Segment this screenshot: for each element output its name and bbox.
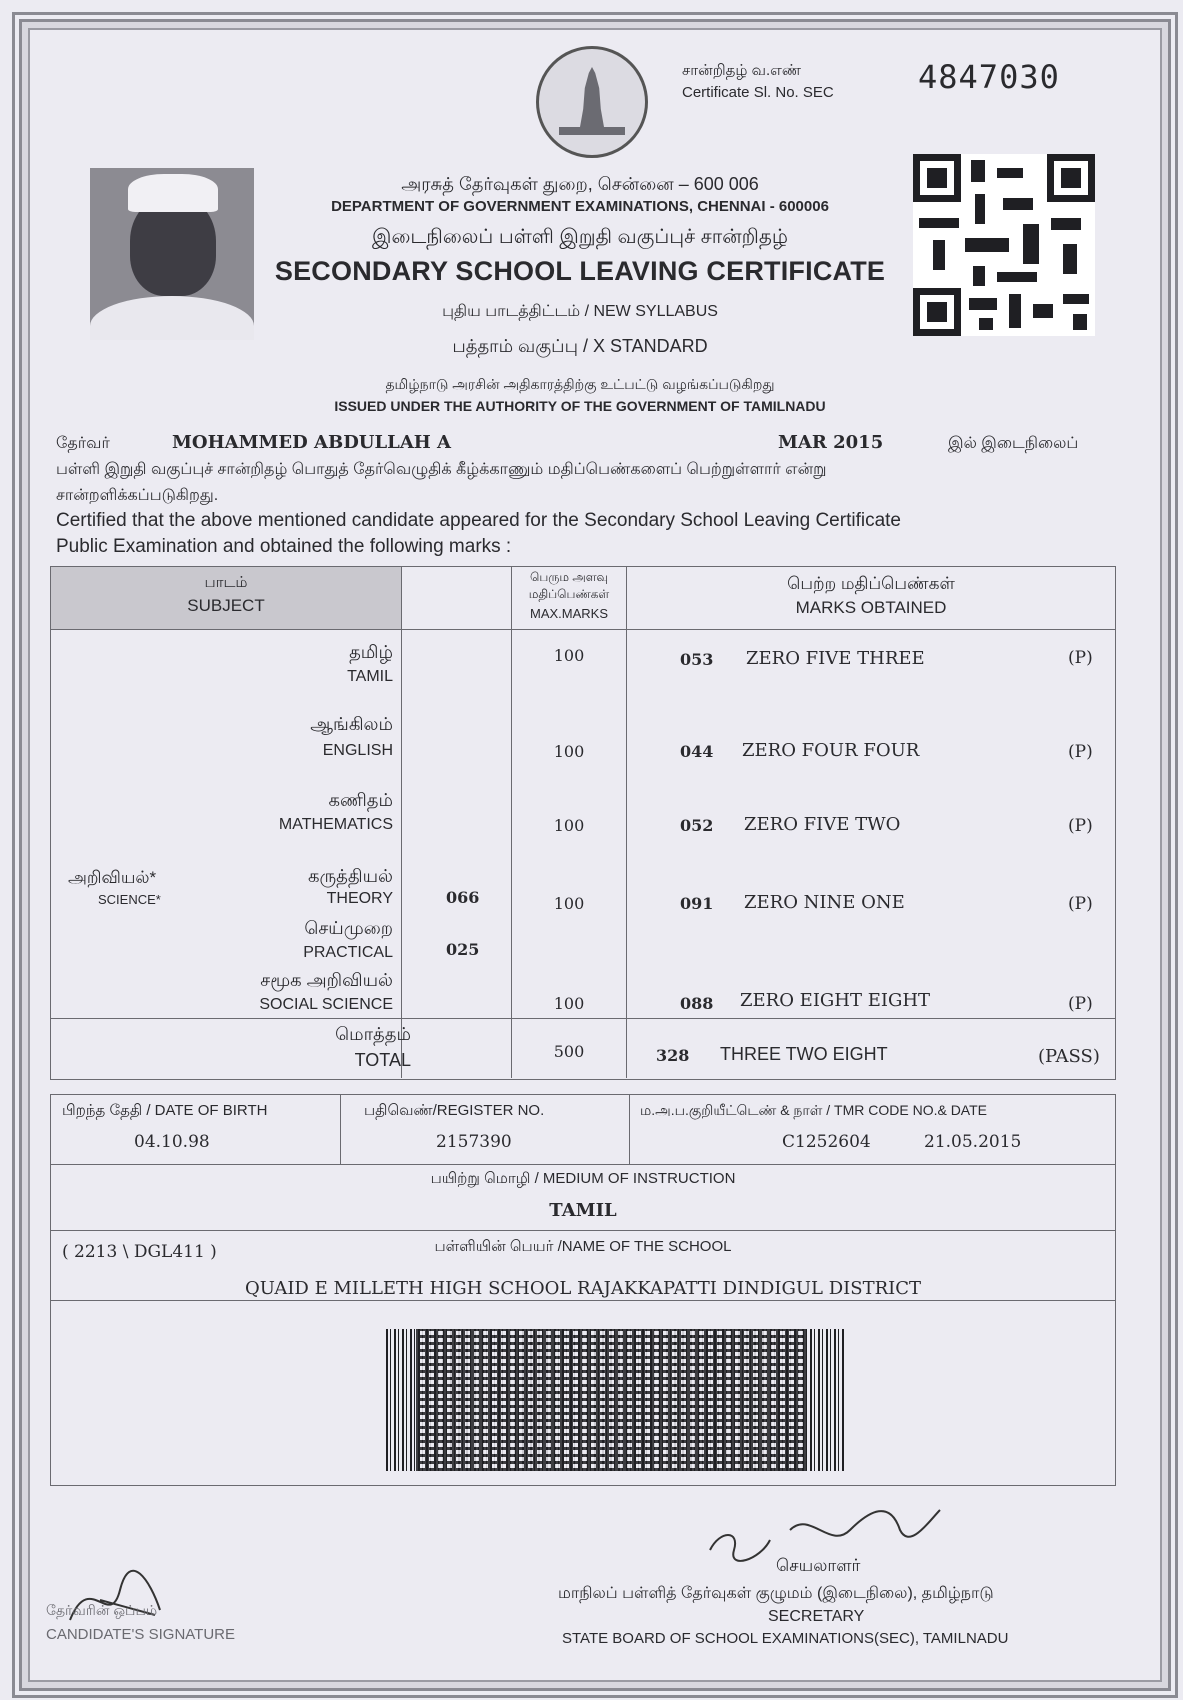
certify-suffix-ta: இல் இடைநிலைப் — [948, 435, 1079, 452]
candidate-signature-ta: தேர்வரின் ஒப்பம் — [46, 1602, 158, 1618]
dept-en: DEPARTMENT OF GOVERNMENT EXAMINATIONS, CHENNAI - 600006 — [331, 198, 829, 215]
cert-sl-label-en: Certificate Sl. No. SEC — [682, 84, 834, 101]
score: 053 — [680, 650, 714, 669]
result: (P) — [1068, 648, 1093, 668]
secretary-ta: செயலாளர் — [776, 1556, 861, 1575]
subject-ta: ஆங்கிலம் — [310, 714, 393, 734]
score: 052 — [680, 816, 714, 835]
tmr-code: C1252604 — [782, 1132, 871, 1152]
subject-ta: தமிழ் — [349, 642, 393, 662]
score-words: ZERO FIVE TWO — [744, 814, 901, 835]
max-header-ta2: மதிப்பெண்கள் — [528, 587, 610, 601]
syllabus: புதிய பாடத்திட்டம் / NEW SYLLABUS — [442, 303, 718, 320]
cert-sl-label-ta: சான்றிதழ் வ.எண் — [682, 62, 801, 79]
dept-ta: அரசுத் தேர்வுகள் துறை, சென்னை – 600 006 — [401, 174, 759, 194]
score-words: ZERO FOUR FOUR — [742, 740, 920, 761]
subject-en: ENGLISH — [322, 742, 393, 759]
subject-en: TAMIL — [347, 668, 393, 685]
certify-line2-ta: பள்ளி இறுதி வகுப்புச் சான்றிதழ் பொதுத் தேர்வெழுதிக் கீழ்க்காணும் மதிப்பெண்களைப் பெற்றுள்ளார் என்று — [56, 461, 827, 478]
max-header-ta1: பெரும அளவு — [529, 570, 609, 584]
certify-prefix-ta: தேர்வர் — [56, 435, 110, 452]
school-label: பள்ளியின் பெயர் /NAME OF THE SCHOOL — [434, 1238, 732, 1255]
max-mark: 100 — [553, 646, 585, 665]
candidate-signature-en: CANDIDATE'S SIGNATURE — [46, 1626, 235, 1643]
max-header-en: MAX.MARKS — [529, 606, 608, 621]
max-mark: 100 — [553, 994, 585, 1013]
max-mark: 100 — [553, 894, 585, 913]
result: (P) — [1068, 994, 1093, 1014]
obtained-header-en: MARKS OBTAINED — [795, 598, 947, 617]
certify-line-en-2: Public Examination and obtained the following marks : — [56, 536, 512, 557]
authority-en: ISSUED UNDER THE AUTHORITY OF THE GOVERNMENT OF TAMILNADU — [334, 398, 826, 414]
standard: பத்தாம் வகுப்பு / X STANDARD — [452, 336, 708, 356]
science-ta: அறிவியல்* — [68, 868, 157, 887]
dob-label: பிறந்த தேதி / DATE OF BIRTH — [62, 1102, 268, 1119]
cert-sl-number: 4847030 — [918, 58, 1060, 96]
score: 088 — [680, 994, 714, 1013]
tmr-date: 21.05.2015 — [924, 1132, 1022, 1152]
register-label: பதிவெண்/REGISTER NO. — [364, 1102, 545, 1119]
sub-mark: 066 — [446, 888, 480, 907]
score: 044 — [680, 742, 714, 761]
subject-en: SOCIAL SCIENCE — [259, 996, 393, 1013]
medium-of-instruction: TAMIL — [549, 1200, 617, 1221]
subject-header-en: SUBJECT — [187, 596, 265, 615]
school-code: ( 2213 \ DGL411 ) — [62, 1242, 217, 1262]
total-score: 328 — [656, 1046, 690, 1065]
authority-ta: தமிழ்நாடு அரசின் அதிகாரத்திற்கு உட்பட்டு வழங்கப்படுகிறது — [385, 376, 775, 392]
total-en: TOTAL — [354, 1050, 411, 1070]
score: 091 — [680, 894, 714, 913]
exam-session: MAR 2015 — [778, 432, 884, 453]
school-name: QUAID E MILLETH HIGH SCHOOL RAJAKKAPATTI DINDIGUL DISTRICT — [244, 1278, 922, 1299]
candidate-name: MOHAMMED ABDULLAH A — [172, 432, 452, 453]
subject-en: MATHEMATICS — [278, 816, 393, 833]
board-ta: மாநிலப் பள்ளித் தேர்வுகள் குழுமம் (இடைநிலை), தமிழ்நாடு — [558, 1585, 994, 1602]
subject-ta: செய்முறை — [304, 918, 393, 938]
max-mark: 100 — [553, 816, 585, 835]
cert-title-ta: இடைநிலைப் பள்ளி இறுதி வகுப்புச் சான்றிதழ் — [372, 226, 788, 248]
subject-header-ta: பாடம் — [204, 574, 248, 591]
date-of-birth: 04.10.98 — [134, 1132, 210, 1152]
score-words: ZERO NINE ONE — [744, 892, 905, 913]
secretary-en: SECRETARY — [768, 1608, 865, 1625]
candidate-photo — [90, 168, 254, 340]
qr-code — [913, 154, 1095, 336]
subject-en: PRACTICAL — [303, 944, 393, 961]
result: (P) — [1068, 816, 1093, 836]
tmr-label: ம.அ.ப.குறியீட்டெண் & நாள் / TMR CODE NO.& DATE — [640, 1102, 987, 1118]
max-mark: 100 — [553, 742, 585, 761]
subject-ta: கணிதம் — [328, 790, 393, 810]
subject-ta: கருத்தியல் — [307, 866, 393, 886]
result: (P) — [1068, 742, 1093, 762]
barcode — [386, 1329, 844, 1471]
science-en: SCIENCE* — [98, 892, 161, 907]
total-result: (PASS) — [1038, 1046, 1100, 1067]
total-ta: மொத்தம் — [335, 1024, 411, 1044]
total-max: 500 — [553, 1042, 585, 1061]
cert-title-en: SECONDARY SCHOOL LEAVING CERTIFICATE — [274, 256, 886, 286]
result: (P) — [1068, 894, 1093, 914]
sub-mark: 025 — [446, 940, 480, 959]
register-number: 2157390 — [436, 1132, 512, 1152]
obtained-header-ta: பெற்ற மதிப்பெண்கள் — [787, 574, 955, 593]
certify-line-en-1: Certified that the above mentioned candidate appeared for the Secondary School Leaving Certificate — [56, 510, 901, 531]
score-words: ZERO EIGHT EIGHT — [740, 990, 931, 1011]
certify-line3-ta: சான்றளிக்கப்படுகிறது. — [56, 487, 219, 504]
subject-ta: சமூக அறிவியல் — [260, 970, 393, 990]
score-words: ZERO FIVE THREE — [746, 648, 925, 669]
board-en: STATE BOARD OF SCHOOL EXAMINATIONS(SEC), TAMILNADU — [562, 1630, 1009, 1647]
total-words: THREE TWO EIGHT — [720, 1044, 888, 1064]
tamilnadu-emblem-icon — [536, 46, 648, 158]
subject-en: THEORY — [326, 890, 393, 907]
medium-label: பயிற்று மொழி / MEDIUM OF INSTRUCTION — [430, 1170, 736, 1187]
